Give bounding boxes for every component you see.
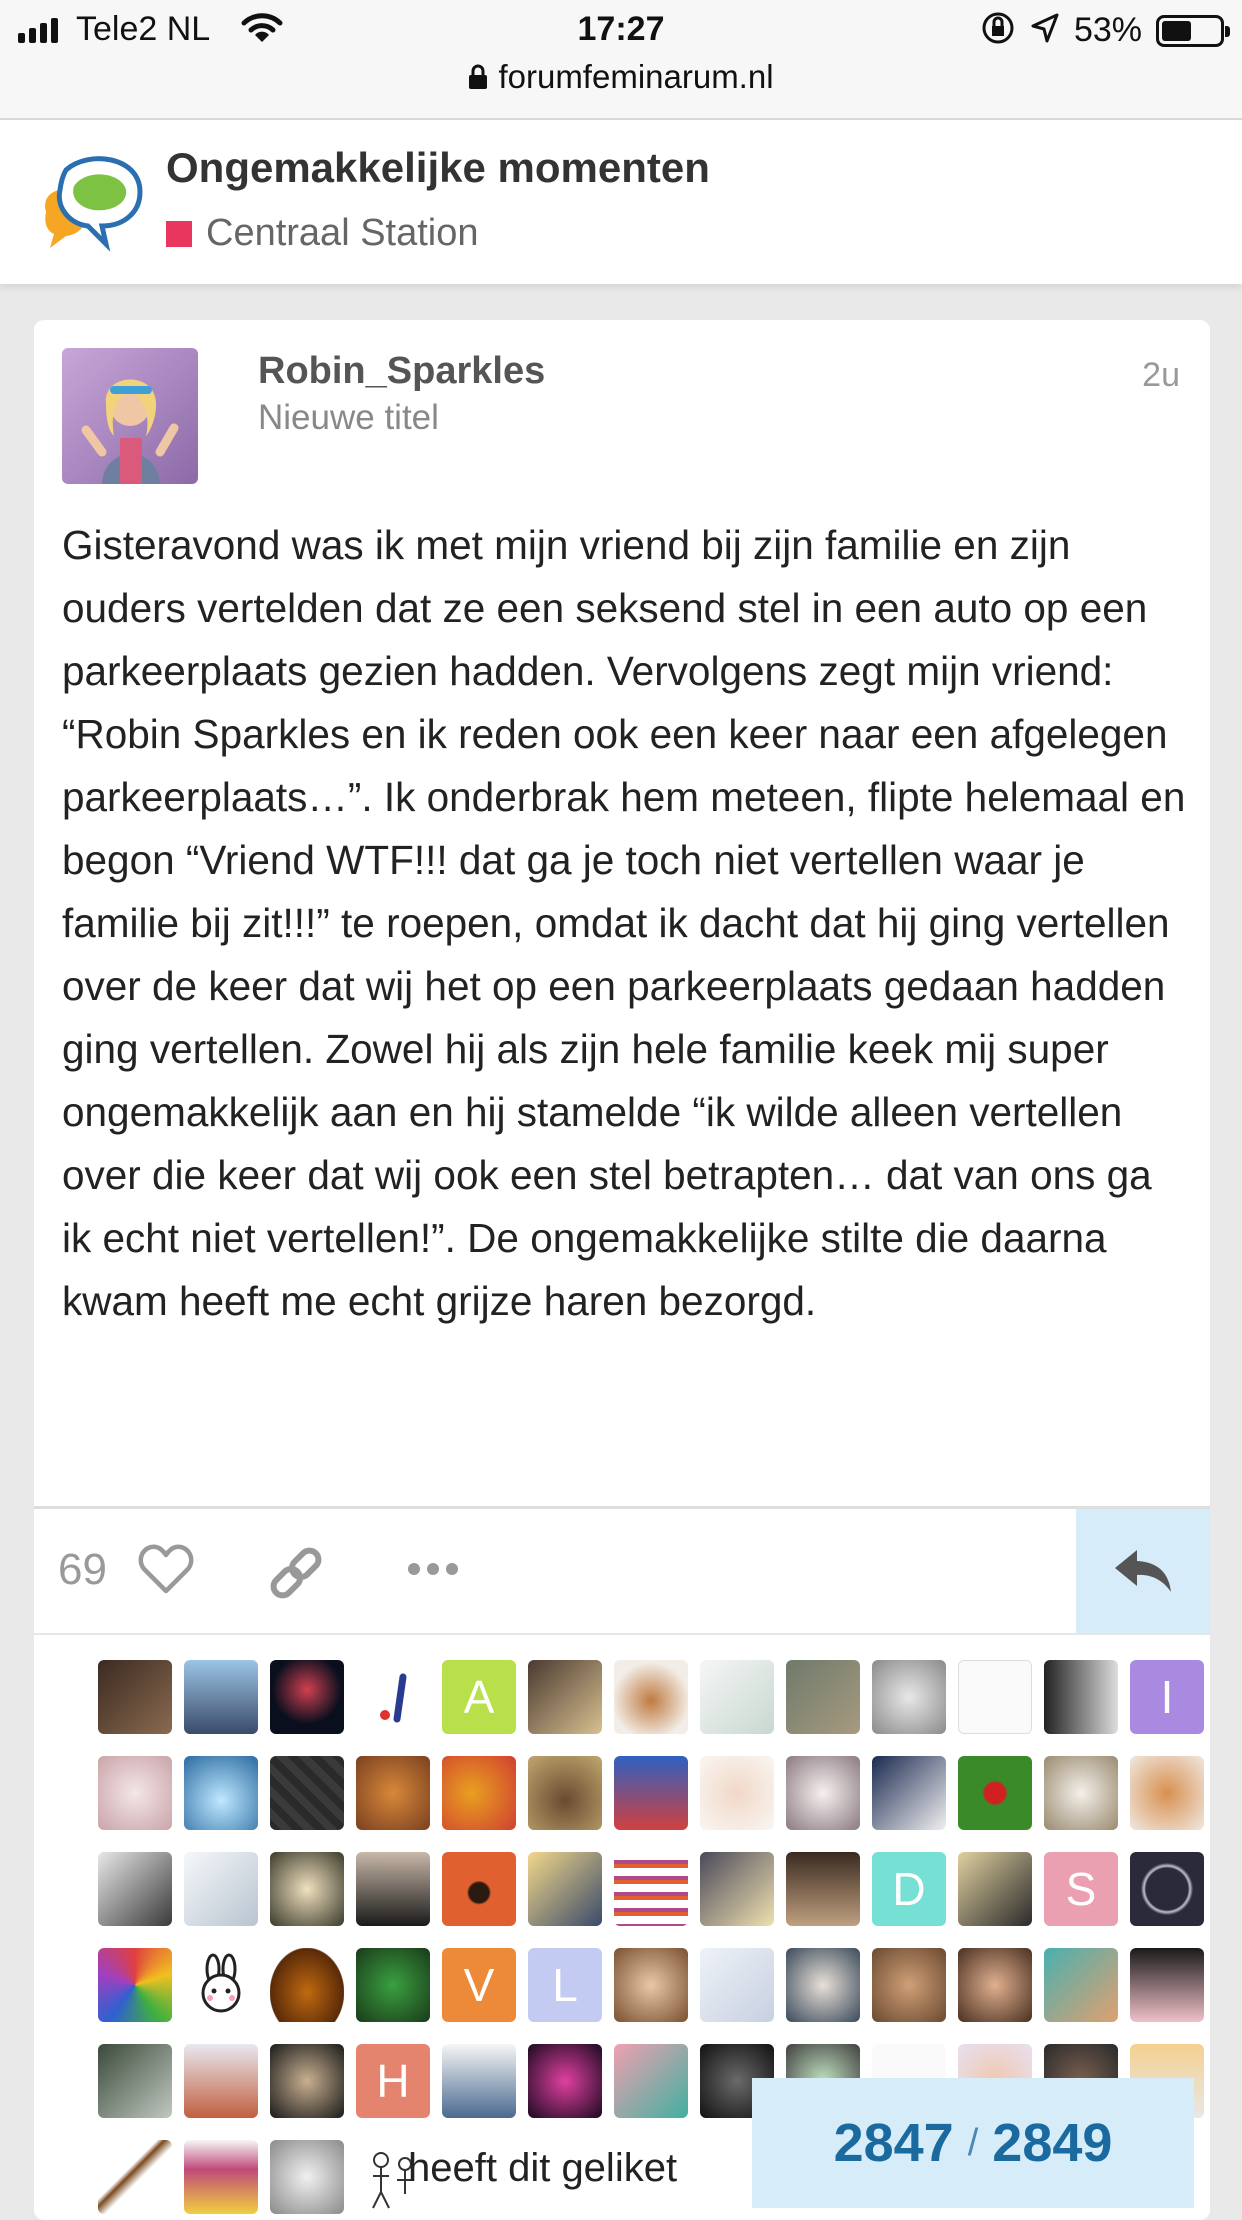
liker-avatar[interactable] (98, 1852, 172, 1926)
liker-avatar-letter[interactable]: I (1130, 1660, 1204, 1734)
liker-avatar-letter[interactable]: H (356, 2044, 430, 2118)
liker-avatar[interactable] (98, 2140, 172, 2214)
liker-avatar[interactable] (270, 1660, 344, 1734)
liker-avatar[interactable] (442, 1756, 516, 1830)
like-count[interactable]: 69 (58, 1545, 107, 1594)
category-name: Centraal Station (206, 212, 479, 254)
liker-avatar[interactable] (528, 1852, 602, 1926)
liker-avatar-letter[interactable]: D (872, 1852, 946, 1926)
liker-avatar-letter[interactable]: V (442, 1948, 516, 2022)
liker-avatar[interactable] (184, 1852, 258, 1926)
liker-avatar[interactable] (872, 1948, 946, 2022)
topic-header (0, 120, 1242, 284)
liker-avatar[interactable] (270, 1852, 344, 1926)
liker-avatar[interactable] (356, 1660, 430, 1734)
liker-avatar[interactable] (958, 1756, 1032, 1830)
liker-avatar[interactable] (700, 1660, 774, 1734)
liker-avatar[interactable] (958, 1660, 1032, 1734)
liker-avatar-letter[interactable]: L (528, 1948, 602, 2022)
liker-avatar[interactable] (184, 1660, 258, 1734)
status-bar (0, 0, 1242, 120)
battery-percent: 53% (1073, 11, 1142, 49)
post-user-title: Nieuwe titel (258, 398, 439, 437)
liker-avatar[interactable] (786, 1852, 860, 1926)
liker-avatar[interactable] (356, 1852, 430, 1926)
liker-avatar[interactable] (184, 1756, 258, 1830)
progress-separator: / (967, 2121, 979, 2164)
liker-avatar[interactable] (98, 1660, 172, 1734)
location-icon (1030, 12, 1060, 49)
post-card (34, 320, 1210, 2220)
liker-avatar[interactable] (958, 1852, 1032, 1926)
heart-icon[interactable] (138, 1543, 194, 1600)
liker-avatar-letter[interactable]: A (442, 1660, 516, 1734)
post-actions (34, 1506, 1210, 1635)
liker-avatar[interactable] (356, 1948, 430, 2022)
topic-progress[interactable] (752, 2078, 1194, 2208)
liker-avatar[interactable] (1130, 1756, 1204, 1830)
liker-avatar[interactable] (528, 1756, 602, 1830)
liker-avatar[interactable] (614, 1852, 688, 1926)
liker-avatar[interactable] (98, 1756, 172, 1830)
liker-avatar[interactable] (442, 2044, 516, 2118)
liker-avatar[interactable] (270, 2140, 344, 2214)
liker-avatar[interactable] (270, 1756, 344, 1830)
liker-avatar-letter[interactable]: S (1044, 1852, 1118, 1926)
liker-avatar[interactable] (442, 1852, 516, 1926)
liker-avatar[interactable] (958, 1948, 1032, 2022)
post-time[interactable]: 2u (1142, 356, 1180, 394)
liker-avatar[interactable] (1044, 1756, 1118, 1830)
liked-by-text: heeft dit geliket (408, 2146, 678, 2190)
liker-avatar[interactable] (614, 1948, 688, 2022)
liker-avatar[interactable] (270, 1948, 344, 2022)
forum-logo[interactable] (36, 150, 148, 271)
liker-avatar[interactable] (1130, 1948, 1204, 2022)
liker-avatar[interactable] (700, 1948, 774, 2022)
liker-avatar[interactable] (528, 1660, 602, 1734)
more-icon[interactable] (406, 1561, 460, 1582)
liker-avatar[interactable] (786, 1948, 860, 2022)
liker-avatar[interactable] (700, 1756, 774, 1830)
post-body: Gisteravond was ik met mijn vriend bij zijn familie en zijn ouders vertelden dat ze een seksend stel in een auto op een parkeerplaats gezien hadden. Vervolgens zegt mijn vriend: “Robin Sparkles en ik reden ook een keer naar een afgelegen parkeerplaats…”. Ik onderbrak hem meteen, flipte helemaal en begon “Vriend WTF!!! dat ga je toch niet vertellen waar je familie bij zit!!!” te roepen, omdat ik dacht dat hij ging vertellen over de keer dat wij het op een parkeerplaats gedaan hadden ging vertellen. Zowel hij als zijn hele familie keek mij super ongemakkelijk aan en hij stamelde “ik wilde alleen vertellen over die keer dat wij ook een stel betrapten… dat van ons ga ik echt niet vertellen!”. De ongemakkelijke stilte die daarna kwam heeft me echt grijze haren bezorgd. (62, 522, 1186, 1324)
topic-title[interactable]: Ongemakkelijke momenten (166, 144, 710, 191)
liker-avatar[interactable] (786, 1660, 860, 1734)
carrier-name: Tele2 NL (76, 10, 211, 48)
post-username[interactable]: Robin_Sparkles (258, 350, 546, 392)
category-color-square (166, 221, 192, 247)
avatar[interactable] (62, 348, 198, 484)
url-text: forumfeminarum.nl (498, 58, 774, 95)
liker-avatar[interactable] (1044, 1660, 1118, 1734)
liker-avatar[interactable] (184, 2140, 258, 2214)
liker-avatar[interactable] (700, 1852, 774, 1926)
battery-icon (1156, 15, 1224, 47)
lock-icon (468, 60, 488, 98)
liker-avatar[interactable] (614, 2044, 688, 2118)
liker-avatar[interactable] (786, 1756, 860, 1830)
category-badge[interactable] (166, 212, 479, 255)
liker-avatar[interactable] (1044, 1948, 1118, 2022)
link-icon[interactable] (266, 1543, 326, 1608)
orientation-lock-icon (980, 10, 1016, 51)
reply-button[interactable] (1076, 1509, 1210, 1633)
liker-avatar[interactable] (528, 2044, 602, 2118)
url-bar[interactable] (0, 58, 1242, 98)
liker-avatar[interactable] (614, 1756, 688, 1830)
liker-avatar[interactable] (356, 1756, 430, 1830)
liker-avatar[interactable] (614, 1660, 688, 1734)
liker-avatar[interactable] (98, 2044, 172, 2118)
reply-icon (1113, 1548, 1173, 1594)
liker-avatar[interactable] (872, 1756, 946, 1830)
progress-current: 2847 (833, 2113, 954, 2173)
liker-avatar[interactable] (1130, 1852, 1204, 1926)
progress-total: 2849 (992, 2113, 1113, 2173)
liker-avatar[interactable] (270, 2044, 344, 2118)
liker-avatar[interactable] (184, 1948, 258, 2022)
liker-avatar[interactable] (98, 1948, 172, 2022)
clock: 17:27 (577, 10, 665, 48)
liker-avatar[interactable] (184, 2044, 258, 2118)
liker-avatar[interactable] (872, 1660, 946, 1734)
